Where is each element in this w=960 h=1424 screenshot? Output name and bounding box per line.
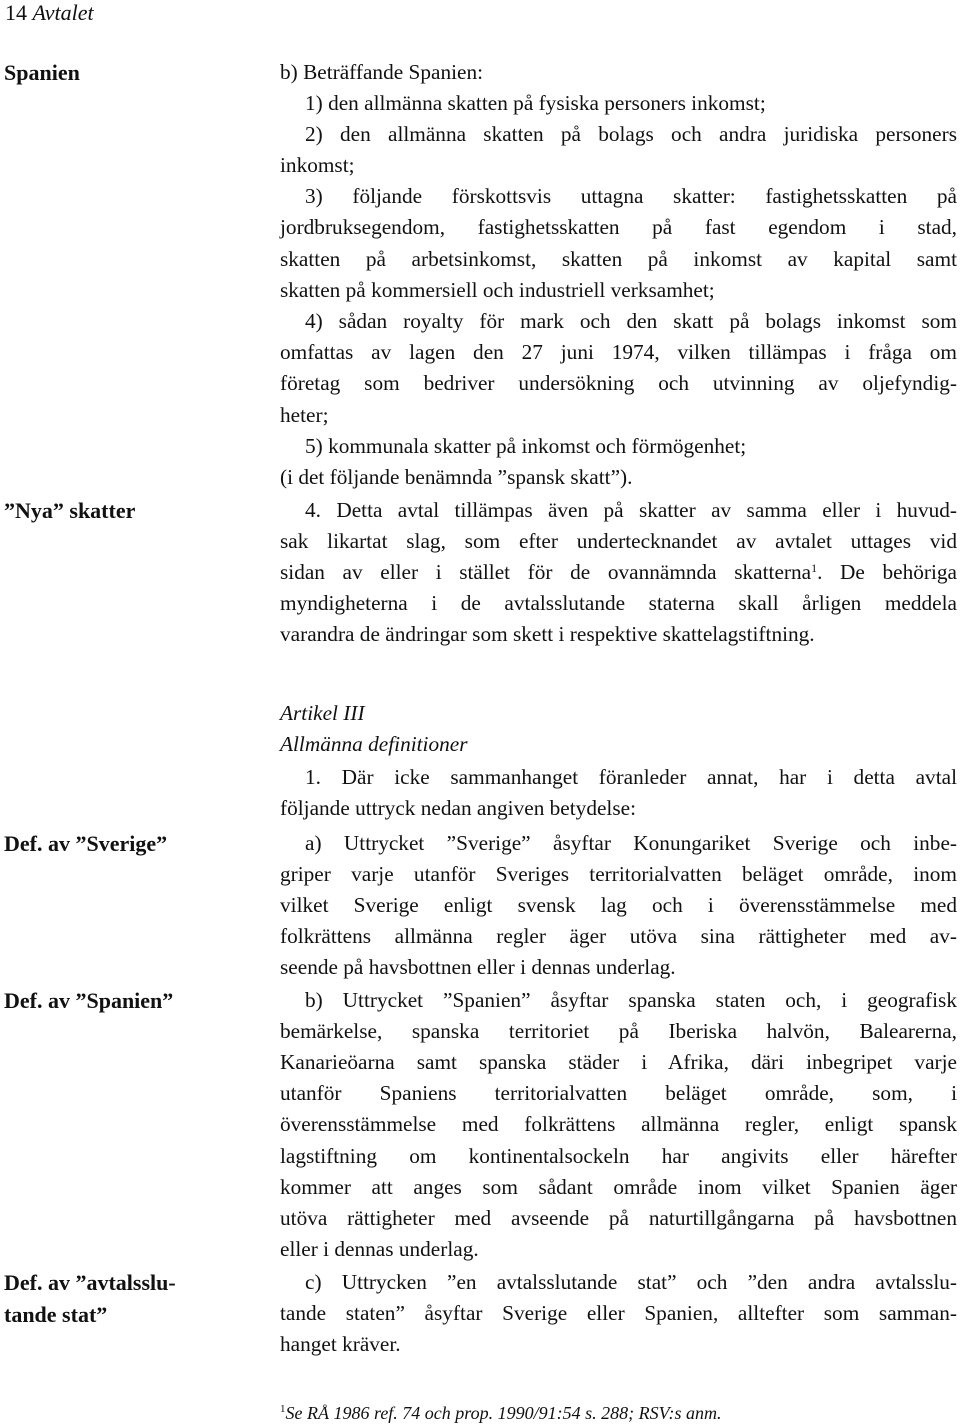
margin-label-def-sverige: Def. av ”Sverige” <box>4 831 168 856</box>
body-line: 4. Detta avtal tillämpas även på skatter av samma eller i huvud- <box>305 498 957 522</box>
body-line <box>280 557 957 588</box>
page-number: 14 <box>5 0 27 25</box>
article-title: Artikel III <box>280 701 365 725</box>
body-line: 3) följande förskottsvis uttagna skatter: fastighetsskatten på <box>305 184 957 208</box>
body-line: hanget kräver. <box>280 1332 401 1356</box>
margin-label-def-spanien: Def. av ”Spanien” <box>4 988 174 1013</box>
body-line: a) Uttrycket ”Sverige” åsyftar Konungariket Sverige och inbe- <box>305 831 957 855</box>
body-line: skatten på arbetsinkomst, skatten på inkomst av kapital samt <box>280 247 957 271</box>
margin-label-nya-skatter: ”Nya” skatter <box>4 498 136 523</box>
body-line: följande uttryck nedan angiven betydelse: <box>280 796 637 820</box>
body-line: kommer att anges som sådant område inom vilket Spanien äger <box>280 1175 957 1199</box>
body-line: (i det följande benämnda ”spansk skatt”). <box>280 465 633 489</box>
body-line: överensstämmelse med folkrättens allmänna regler, enligt spansk <box>280 1112 957 1136</box>
body-line: b) Beträffande Spanien: <box>280 60 484 84</box>
body-line: myndigheterna i de avtalsslutande staterna skall årligen meddela <box>280 591 957 615</box>
margin-label-def-avtalsslutande-1: Def. av ”avtalsslu- <box>4 1270 176 1295</box>
body-line: 2) den allmänna skatten på bolags och andra juridiska personers <box>305 122 957 146</box>
body-line: bemärkelse, spanska territoriet på Iberiska halvön, Balearerna, <box>280 1019 957 1043</box>
body-line: c) Uttrycken ”en avtalsslutande stat” och ”den andra avtalsslu- <box>305 1270 957 1294</box>
body-text: sidan av eller i stället för de ovannämnda skatterna <box>280 560 812 584</box>
footnote <box>280 1402 721 1424</box>
body-line: inkomst; <box>280 153 355 177</box>
body-line: vilket Sverige enligt svensk lag och i överensstämmelse med <box>280 893 957 917</box>
footnote-ref: 1 <box>811 561 818 575</box>
body-line: 4) sådan royalty för mark och den skatt på bolags inkomst som <box>305 309 957 333</box>
body-line: jordbruksegendom, fastighetsskatten på fast egendom i stad, <box>280 215 957 239</box>
body-line: Kanarieöarna samt spanska städer i Afrika, däri inbegripet varje <box>280 1050 957 1074</box>
page-header <box>5 0 94 27</box>
body-text: . De behöriga <box>817 560 957 584</box>
running-title: Avtalet <box>32 0 94 25</box>
article-subtitle: Allmänna definitioner <box>280 732 468 756</box>
footnote-text: Se RÅ 1986 ref. 74 och prop. 1990/91:54 s. 288; RSV:s anm. <box>285 1403 722 1423</box>
body-line: varandra de ändringar som skett i respektive skattelagstiftning. <box>280 622 815 646</box>
body-line: griper varje utanför Sveriges territorialvatten beläget område, inom <box>280 862 957 886</box>
footnote-marker: 1 <box>280 1403 286 1415</box>
body-line: 1) den allmänna skatten på fysiska personers inkomst; <box>305 91 766 115</box>
body-line: lagstiftning om kontinentalsockeln har angivits eller härefter <box>280 1144 957 1168</box>
body-line: folkrättens allmänna regler äger utöva sina rättigheter med av- <box>280 924 957 948</box>
body-line: utanför Spaniens territorialvatten beläget område, som, i <box>280 1081 957 1105</box>
body-line: omfattas av lagen den 27 juni 1974, vilken tillämpas i fråga om <box>280 340 957 364</box>
body-line: eller i dennas underlag. <box>280 1237 479 1261</box>
body-line: b) Uttrycket ”Spanien” åsyftar spanska staten och, i geografisk <box>305 988 957 1012</box>
body-line: 1. Där icke sammanhanget föranleder annat, har i detta avtal <box>305 765 957 789</box>
body-line: tande staten” åsyftar Sverige eller Spanien, alltefter som samman- <box>280 1301 957 1325</box>
body-line: heter; <box>280 403 329 427</box>
body-line: sak likartat slag, som efter undertecknandet av avtalet uttages vid <box>280 529 957 553</box>
margin-label-spanien: Spanien <box>4 60 80 85</box>
body-line: 5) kommunala skatter på inkomst och förmögenhet; <box>305 434 747 458</box>
body-line: seende på havsbottnen eller i dennas underlag. <box>280 955 676 979</box>
body-line: företag som bedriver undersökning och utvinning av oljefyndig- <box>280 371 957 395</box>
body-line: utöva rättigheter med avseende på naturtillgångarna på havsbottnen <box>280 1206 957 1230</box>
margin-label-def-avtalsslutande-2: tande stat” <box>4 1302 108 1327</box>
body-line: skatten på kommersiell och industriell verksamhet; <box>280 278 715 302</box>
